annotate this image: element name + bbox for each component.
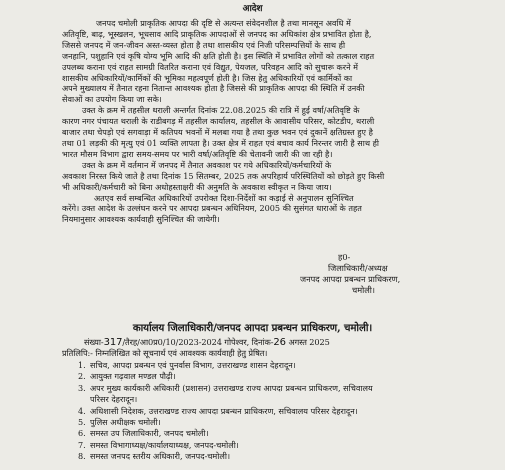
body-line: सेवाओं का उपयोग किया जा सके।	[62, 94, 162, 105]
memo-mid: /तैरह/आ0प्र0/10/2023-2024 गोपेश्वर, दिनांक-	[122, 337, 274, 347]
copy-line: प्रतिलिपि:- निम्नलिखित को सूचनार्थ एवं आवश्यक कार्यवाही हेतु प्रेषित।	[62, 348, 268, 358]
body-line: भी अधिकारी/कर्मचारी को बिना अधोहस्ताक्षरी की अनुमति के अवकाश स्वीकृत न किया जाय।	[62, 181, 332, 192]
signature-authority: जनपद आपदा प्रबन्धन प्राधिकरण,	[300, 274, 401, 284]
body-line: कारण नगर पंचायत थराली के राडीबगड़ में तहसील कार्यालय, तहसील के आवासीय परिसर, कोटडीप, थराली	[62, 116, 375, 127]
memo-day: 26	[273, 337, 286, 348]
body-line: उक्त के क्रम में वर्तमान में जनपद में तैनात अवकाश पर गये अधिकारियों/कर्मचारियों के	[82, 159, 332, 170]
order-body	[62, 18, 482, 225]
list-item: 8. समस्त जनपद स्तरीय अधिकारी, जनपद-चमोली।	[78, 451, 231, 462]
body-line: उक्त के क्रम में तहसील थराली अन्तर्गत दिनांक 22.08.2025 की रात्रि में हुई वर्षा/अतिवृष्टि के	[82, 105, 360, 116]
list-item: 7. समस्त विभागाध्यक्ष/कार्यालयाध्यक्ष, जनपद-चमोली।	[78, 439, 239, 450]
list-item: 5. पुलिस अधीक्षक चमोली।	[78, 417, 161, 428]
recipient-list	[78, 360, 498, 463]
body-line: बाजार तथा चेपड़ो एवं सगवाड़ा में कतिपय भवनों में मलबा गया है तथा कुछ भवन एवं दुकानें क्षतिग्रस्त हुए है	[62, 127, 373, 138]
list-item: 3. अपर मुख्य कार्यकारी अधिकारी (प्रशासन) उत्तराखण्ड राज्य आपदा प्रबन्धन प्राधिकरण, सचिवालय	[78, 382, 373, 393]
memo-suffix: अगस्त 2025	[288, 337, 330, 347]
body-line: भारत मौसम विभाग द्वारा समय-समय पर भारी वर्षा/अतिवृष्टि की चेतावनी जारी की जा रही है।	[62, 148, 333, 159]
list-item: 2. आयुक्त गढ़वाल मण्डल पौढ़ी।	[78, 371, 176, 382]
memo-prefix: संख्या-	[84, 337, 104, 347]
list-item: 6. समस्त उप जिलाधिकारी, जनपद चमोली।	[78, 428, 209, 439]
signature-mark: ह0-	[338, 252, 351, 262]
body-line: तथा 01 लड़की की मृत्यु एवं 01 व्यक्ति लापता है। उक्त क्षेत्र में राहत एवं बचाव कार्य निरन्तर जारी है साथ ही	[62, 137, 379, 148]
list-item: 4. अधिशासी निदेशक, उत्तराखण्ड राज्य आपदा प्रबन्धन प्राधिकरण, सचिवालय परिसर देहरादून।	[78, 405, 358, 416]
body-line: अवकाश निरस्त किये जाते है तथा दिनांक 15 सितम्बर, 2025 तक अपरिहार्य परिस्थितियों को छोड़ते हुए किसी	[62, 170, 385, 181]
signature-block	[300, 252, 401, 296]
body-line: जनपद चमोली प्राकृतिक आपदा की दृष्टि से अत्यन्त संवेदनशील है तथा मानसून अवधि में	[96, 18, 351, 28]
body-line: नियमानुसार आवश्यक कार्यवाही सुनिश्चित की जायेगी।	[62, 214, 220, 225]
body-line: जनहानि, पशुहानि एवं कृषि योग्य भूमि आदि की क्षति होती है। इस स्थिति में प्रभावित लोगों को तत्काल राहत	[62, 50, 375, 61]
body-line: जिससे जनपद में जन-जीवन अस्त-व्यस्त होता है तथा शासकीय एवं निजी परिसम्पत्तियों के साथ ही	[62, 39, 346, 50]
signature-designation: जिलाधिकारी/अध्यक्ष	[328, 263, 388, 273]
body-line: उपलब्ध कराना एवं राहत सामग्री वितरित कराना एवं विद्युत, पेयजल, परिवहन आदि को सुचारू करने में	[62, 61, 358, 72]
memo-number: 317	[103, 337, 123, 348]
list-item: 1. सचिव, आपदा प्रबन्धन एवं पुनर्वास विभाग, उत्तराखण्ड शासन देहरादून।	[78, 360, 296, 370]
body-line: शासकीय अधिकारियों/कार्मिकों की भूमिका महत्वपूर्ण होती है। जिस हेतु अधिकारियों एवं कार्मिकों का	[62, 72, 353, 83]
body-line: अतएव सर्व सम्बन्धित अधिकारियों उपरोक्त दिशा-निर्देशों का कड़ाई से अनुपालन सुनिश्चित	[94, 192, 354, 203]
body-line: अतिवृष्टि, बाढ़, भूस्खलन, भूधसाव आदि प्राकृतिक आपदाओं से जनपद का अधिकांश क्षेत्र प्रभावित होता है,	[62, 28, 372, 39]
body-line: करेंगे। उक्त आदेश के उल्लंघन करने पर आपदा प्रबन्धन अधिनियम, 2005 की सुसंगत धाराओं के तहत	[62, 203, 362, 214]
signature-place: चमोली।	[352, 285, 375, 295]
body-line: अपने मुख्यालय में तैनात रहना नितान्त आवश्यक होता है जिससे की प्राकृतिक आपदा की स्थिति में उनकी	[62, 83, 365, 94]
list-item: परिसर देहरादून।	[90, 394, 138, 405]
office-header: कार्यालय जिलाधिकारी/जनपद आपदा प्रबन्धन प्राधिकरण, चमोली।	[132, 322, 373, 334]
document-title: आदेश	[242, 4, 263, 14]
memo-reference	[84, 337, 330, 348]
